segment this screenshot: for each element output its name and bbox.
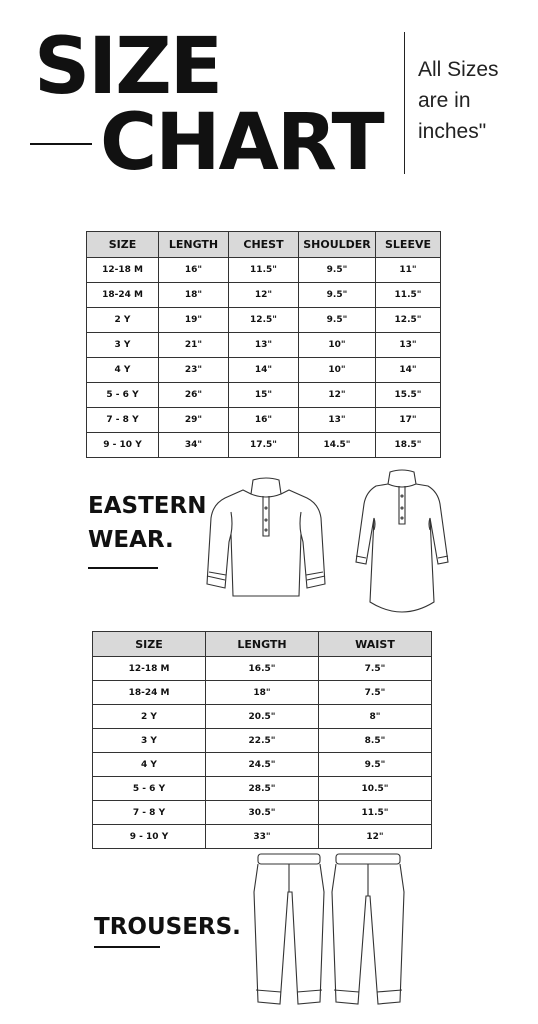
title-size: SIZE — [34, 22, 222, 112]
size-cell: 7 - 8 Y — [93, 801, 206, 825]
measurement-cell: 23" — [159, 358, 229, 383]
measurement-cell: 11.5" — [376, 283, 441, 308]
table-row — [93, 729, 432, 753]
measurement-cell: 18" — [159, 283, 229, 308]
measurement-cell: 16" — [159, 258, 229, 283]
measurement-cell: 14" — [229, 358, 299, 383]
trousers-underline — [94, 946, 160, 948]
trousers-label: TROUSERS. — [94, 914, 241, 940]
measurement-cell: 13" — [229, 333, 299, 358]
measurement-cell: 33" — [206, 825, 319, 849]
header-divider — [404, 32, 405, 174]
table-row — [87, 408, 441, 433]
size-cell: 5 - 6 Y — [93, 777, 206, 801]
measurement-cell: 15" — [229, 383, 299, 408]
size-cell: 5 - 6 Y — [87, 383, 159, 408]
measurement-cell: 14.5" — [299, 433, 376, 458]
table-row — [87, 358, 441, 383]
table-row — [93, 705, 432, 729]
size-cell: 7 - 8 Y — [87, 408, 159, 433]
size-cell: 12-18 M — [93, 657, 206, 681]
size-cell: 18-24 M — [87, 283, 159, 308]
table-row — [87, 283, 441, 308]
table-row — [93, 825, 432, 849]
measurement-cell: 10.5" — [319, 777, 432, 801]
measurement-cell: 12" — [299, 383, 376, 408]
table-row — [93, 777, 432, 801]
table-row — [87, 333, 441, 358]
measurement-cell: 9.5" — [299, 283, 376, 308]
table-row — [93, 753, 432, 777]
measurement-cell: 11.5" — [229, 258, 299, 283]
measurement-cell: 13" — [376, 333, 441, 358]
size-cell: 2 Y — [87, 308, 159, 333]
measurement-cell: 7.5" — [319, 681, 432, 705]
column-header: CHEST — [229, 232, 299, 258]
measurement-cell: 17" — [376, 408, 441, 433]
measurement-cell: 20.5" — [206, 705, 319, 729]
table-header-row — [93, 632, 432, 657]
measurement-cell: 13" — [299, 408, 376, 433]
column-header: SIZE — [87, 232, 159, 258]
measurement-cell: 16" — [229, 408, 299, 433]
measurement-cell: 21" — [159, 333, 229, 358]
title-dash — [30, 143, 92, 145]
measurement-cell: 12" — [319, 825, 432, 849]
measurement-cell: 9.5" — [319, 753, 432, 777]
measurement-cell: 12.5" — [376, 308, 441, 333]
column-header: SIZE — [93, 632, 206, 657]
units-note: All Sizes are in inches" — [418, 58, 499, 143]
measurement-cell: 12.5" — [229, 308, 299, 333]
measurement-cell: 30.5" — [206, 801, 319, 825]
table-row — [93, 801, 432, 825]
title-chart: CHART — [100, 98, 383, 188]
measurement-cell: 8.5" — [319, 729, 432, 753]
table-row — [93, 657, 432, 681]
column-header: SHOULDER — [299, 232, 376, 258]
table-row — [87, 308, 441, 333]
measurement-cell: 15.5" — [376, 383, 441, 408]
measurement-cell: 18" — [206, 681, 319, 705]
measurement-cell: 9.5" — [299, 308, 376, 333]
measurement-cell: 34" — [159, 433, 229, 458]
long-kurta-icon — [350, 466, 454, 618]
trousers-size-table — [92, 631, 432, 849]
measurement-cell: 26" — [159, 383, 229, 408]
size-cell: 9 - 10 Y — [93, 825, 206, 849]
measurement-cell: 8" — [319, 705, 432, 729]
measurement-cell: 28.5" — [206, 777, 319, 801]
measurement-cell: 24.5" — [206, 753, 319, 777]
size-cell: 18-24 M — [93, 681, 206, 705]
measurement-cell: 19" — [159, 308, 229, 333]
measurement-cell: 16.5" — [206, 657, 319, 681]
measurement-cell: 10" — [299, 358, 376, 383]
table-row — [87, 433, 441, 458]
column-header: LENGTH — [159, 232, 229, 258]
short-kurta-icon — [203, 472, 329, 602]
table-header-row — [87, 232, 441, 258]
measurement-cell: 17.5" — [229, 433, 299, 458]
measurement-cell: 7.5" — [319, 657, 432, 681]
measurement-cell: 10" — [299, 333, 376, 358]
size-cell: 4 Y — [87, 358, 159, 383]
measurement-cell: 14" — [376, 358, 441, 383]
size-cell: 3 Y — [93, 729, 206, 753]
measurement-cell: 29" — [159, 408, 229, 433]
measurement-cell: 11.5" — [319, 801, 432, 825]
trouser-back-icon — [330, 852, 406, 1008]
eastern-wear-label: EASTERN WEAR. — [88, 493, 207, 553]
size-cell: 3 Y — [87, 333, 159, 358]
eastern-size-table — [86, 231, 441, 458]
size-cell: 4 Y — [93, 753, 206, 777]
eastern-underline — [88, 567, 158, 569]
size-cell: 9 - 10 Y — [87, 433, 159, 458]
size-cell: 2 Y — [93, 705, 206, 729]
column-header: SLEEVE — [376, 232, 441, 258]
measurement-cell: 22.5" — [206, 729, 319, 753]
trouser-front-icon — [252, 852, 326, 1008]
column-header: WAIST — [319, 632, 432, 657]
measurement-cell: 18.5" — [376, 433, 441, 458]
table-row — [87, 383, 441, 408]
measurement-cell: 9.5" — [299, 258, 376, 283]
measurement-cell: 11" — [376, 258, 441, 283]
table-row — [87, 258, 441, 283]
measurement-cell: 12" — [229, 283, 299, 308]
table-row — [93, 681, 432, 705]
column-header: LENGTH — [206, 632, 319, 657]
size-cell: 12-18 M — [87, 258, 159, 283]
